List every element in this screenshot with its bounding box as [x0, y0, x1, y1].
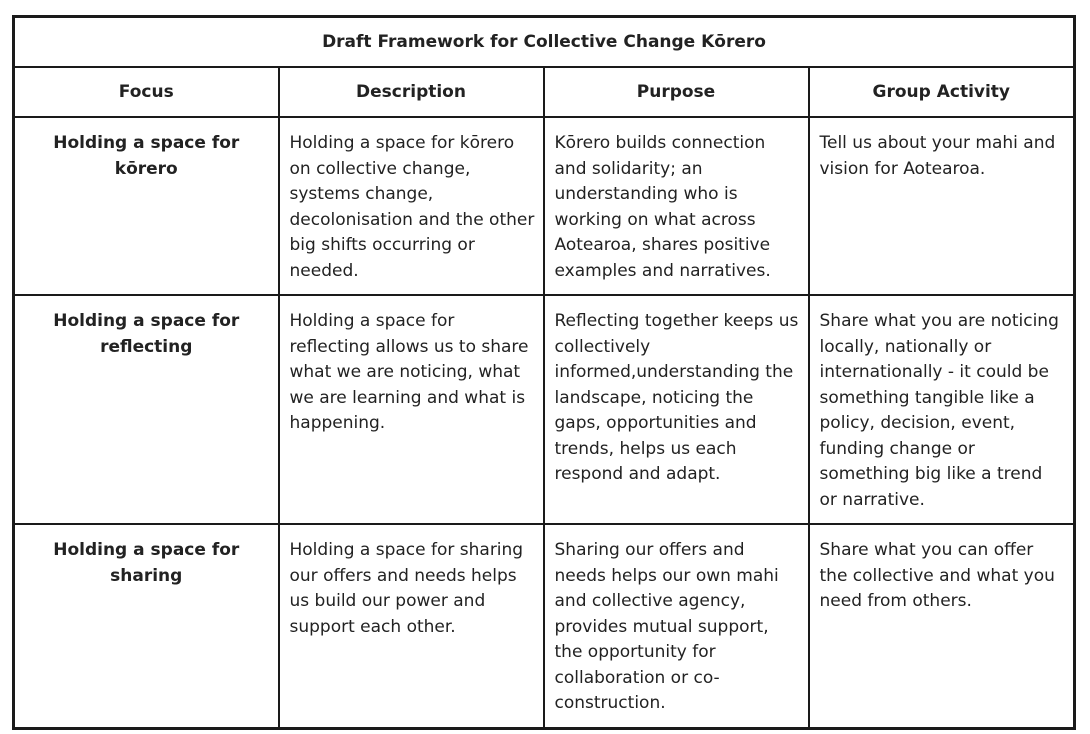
header-focus: Focus	[14, 67, 279, 117]
activity-cell: Share what you can offer the collective and what you need from others.	[809, 524, 1075, 728]
focus-cell: Holding a space for kōrero	[14, 117, 279, 295]
header-purpose: Purpose	[544, 67, 809, 117]
description-cell: Holding a space for reflecting allows us to share what we are noticing, what we are learning and what is happening.	[279, 295, 544, 524]
purpose-cell: Sharing our offers and needs helps our own mahi and collective agency, provides mutual support, the opportunity for collaboration or co-construction.	[544, 524, 809, 728]
table-row	[14, 524, 1075, 728]
header-row	[14, 67, 1075, 117]
purpose-cell: Reflecting together keeps us collectively informed,understanding the landscape, noticing the gaps, opportunities and trends, helps us each respond and adapt.	[544, 295, 809, 524]
table-title: Draft Framework for Collective Change Kōrero	[14, 17, 1075, 68]
activity-cell: Share what you are noticing locally, nationally or internationally - it could be something tangible like a policy, decision, event, funding change or something big like a trend or narrative.	[809, 295, 1075, 524]
focus-cell: Holding a space for reflecting	[14, 295, 279, 524]
description-cell: Holding a space for sharing our offers and needs helps us build our power and support each other.	[279, 524, 544, 728]
header-group-activity: Group Activity	[809, 67, 1075, 117]
activity-cell: Tell us about your mahi and vision for Aotearoa.	[809, 117, 1075, 295]
focus-cell: Holding a space for sharing	[14, 524, 279, 728]
header-description: Description	[279, 67, 544, 117]
framework-table	[12, 15, 1076, 730]
description-cell: Holding a space for kōrero on collective change, systems change, decolonisation and the other big shifts occurring or needed.	[279, 117, 544, 295]
table-row	[14, 117, 1075, 295]
purpose-cell: Kōrero builds connection and solidarity; an understanding who is working on what across Aotearoa, shares positive examples and narratives.	[544, 117, 809, 295]
title-row	[14, 17, 1075, 68]
table-row	[14, 295, 1075, 524]
